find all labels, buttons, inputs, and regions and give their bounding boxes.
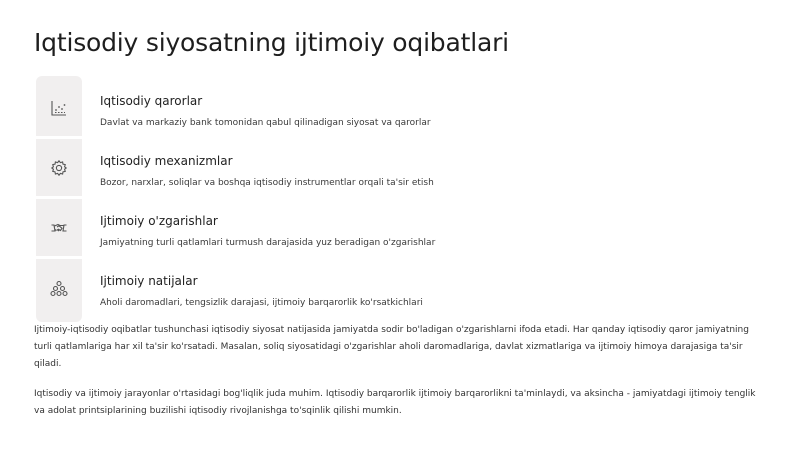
list-item-social-results xyxy=(0,258,800,318)
item-title: Iqtisodiy mexanizmlar xyxy=(100,154,233,168)
gear-icon xyxy=(36,140,82,196)
list-item-social-changes xyxy=(0,198,800,258)
page-title: Iqtisodiy siyosatning ijtimoiy oqibatlari xyxy=(34,28,509,57)
item-description: Aholi daromadlari, tengsizlik darajasi, ijtimoiy barqarorlik ko'rsatkichlari xyxy=(100,298,423,308)
body-paragraph-2: Iqtisodiy va ijtimoiy jarayonlar o'rtasidagi bog'liqlik juda muhim. Iqtisodiy barqarorlik ijtimoiy barqarorlikni ta'minlaydi, va aksincha - jamiyatdagi ijtimoiy tenglik va adolat printsiplarining buzilishi iqtisodiy rivojlanishga to'sqinlik qilishi mumkin. xyxy=(34,389,756,416)
list-item-economic-decisions xyxy=(0,78,800,138)
item-title: Ijtimoiy o'zgarishlar xyxy=(100,214,218,228)
body-paragraph-1: Ijtimoiy-iqtisodiy oqibatlar tushunchasi iqtisodiy siyosat natijasida jamiyatda sodir bo'ladigan o'zgarishlarni ifoda etadi. Har qanday iqtisodiy qaror jamiyatning turli qatlamlariga har xil ta'sir ko'rsatadi. Masalan, soliq siyosatidagi o'zgarishlar aholi daromadlariga, davlat xizmatlariga va ijtimoiy himoya darajasiga ta'sir qiladi. xyxy=(34,325,749,369)
list-item-economic-mechanisms xyxy=(0,138,800,198)
item-title: Ijtimoiy natijalar xyxy=(100,274,198,288)
chart-icon xyxy=(36,80,82,136)
handshake-icon xyxy=(36,200,82,256)
item-description: Bozor, narxlar, soliqlar va boshqa iqtisodiy instrumentlar orqali ta'sir etish xyxy=(100,178,434,188)
item-description: Davlat va markaziy bank tomonidan qabul qilinadigan siyosat va qarorlar xyxy=(100,118,431,128)
item-description: Jamiyatning turli qatlamlari turmush darajasida yuz beradigan o'zgarishlar xyxy=(100,238,436,248)
people-icon xyxy=(36,260,82,316)
item-title: Iqtisodiy qarorlar xyxy=(100,94,203,108)
